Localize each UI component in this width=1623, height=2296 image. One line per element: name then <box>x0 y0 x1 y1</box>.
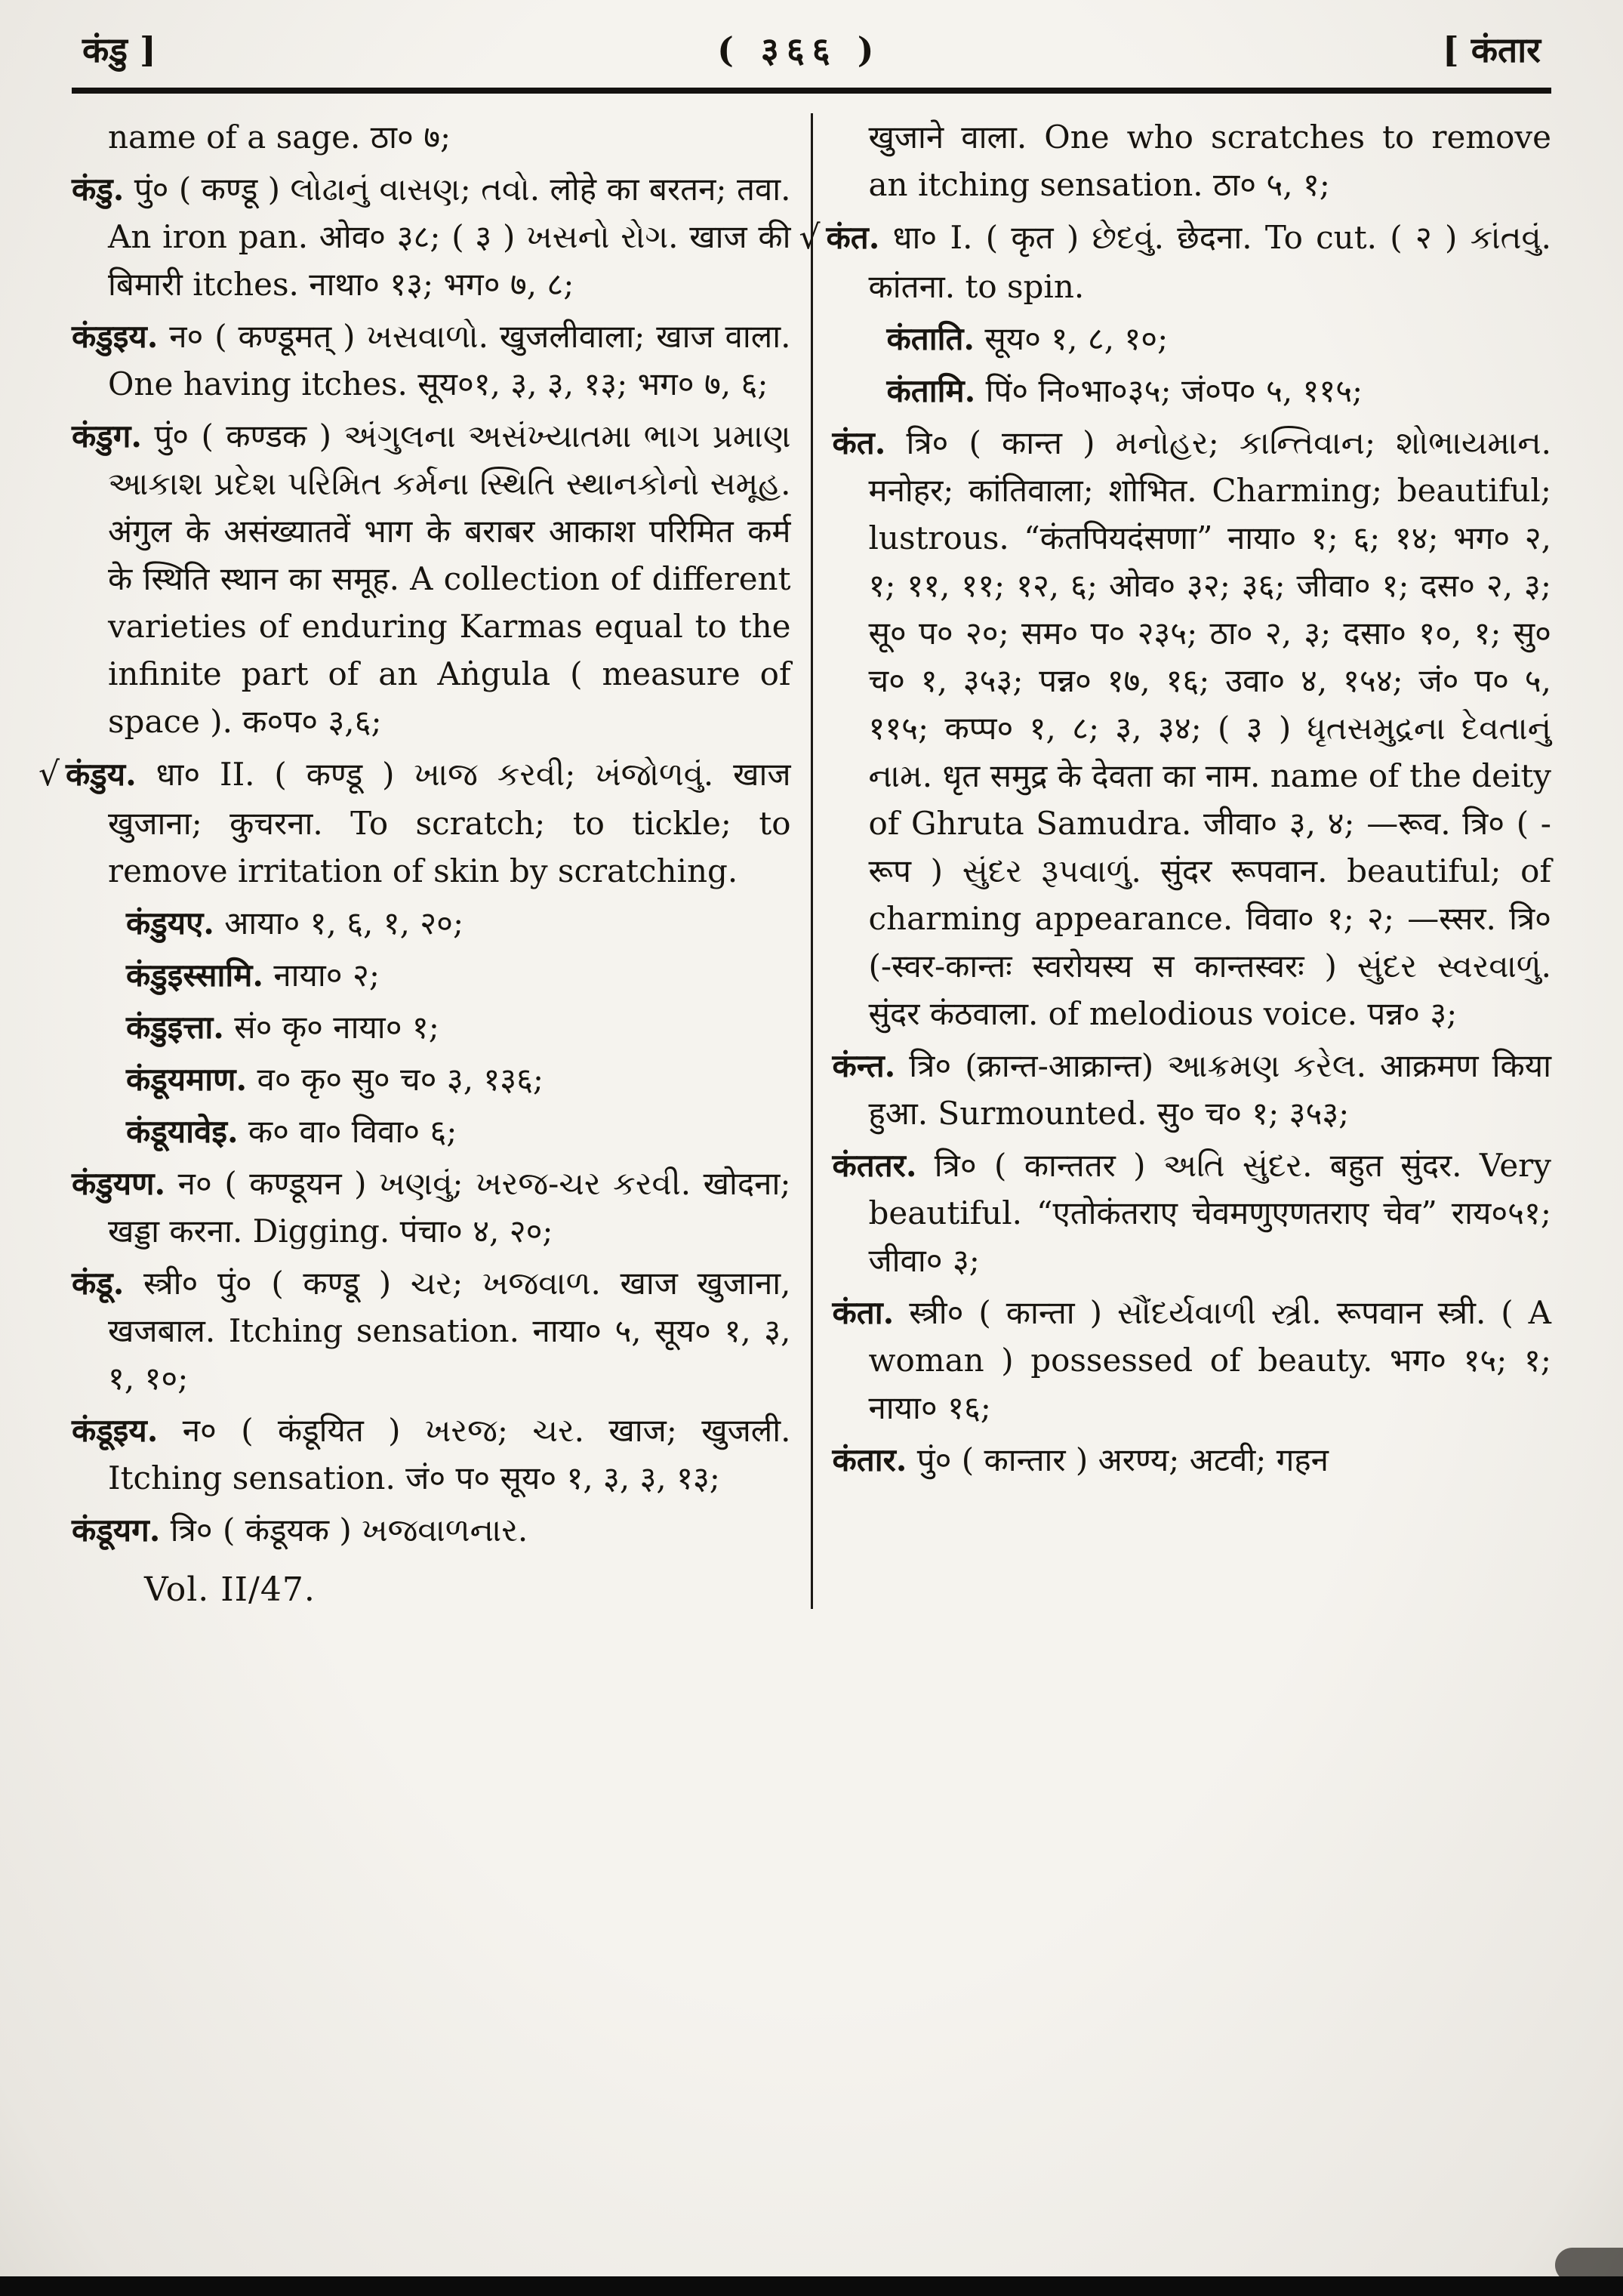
dictionary-entry <box>72 1407 791 1502</box>
column-divider <box>811 113 813 1609</box>
right-column <box>799 113 1552 1609</box>
header-rule <box>72 88 1551 94</box>
entry-body: त्रि० ( कंडूयक ) ખજવાળનાર. <box>170 1512 528 1549</box>
headword: कंडुइय. <box>72 318 159 355</box>
page-header <box>72 26 1551 72</box>
scan-edge <box>0 2276 1623 2296</box>
headword: कंडूयावेइ. <box>126 1113 239 1150</box>
headword: कंतार. <box>832 1441 907 1478</box>
entry-body: क० वा० विवा० ६; <box>248 1113 457 1150</box>
headword: कंडूयमाण. <box>126 1061 248 1098</box>
volume-footer: Vol. II/47. <box>144 1570 316 1609</box>
dictionary-entry <box>833 419 1552 1037</box>
headword: कंडुग. <box>72 418 142 455</box>
dictionary-entry <box>72 1506 791 1554</box>
root-check-icon: √ <box>799 218 821 257</box>
dictionary-entry <box>833 1142 1552 1284</box>
entry-continuation: खुजाने वाला. One who scratches to remove an itching sensation. ठा० ५, १; <box>868 119 1551 203</box>
entry-body: सं० कृ० नाया० १; <box>234 1009 439 1046</box>
headword: कंडू. <box>72 1265 125 1302</box>
dictionary-entry <box>72 412 791 745</box>
sub-entry <box>126 1108 791 1155</box>
headword: कंडुयए. <box>126 905 214 942</box>
headword: कंडूइय. <box>72 1412 159 1449</box>
headword: कंन्त. <box>832 1047 896 1084</box>
dictionary-entry <box>72 313 791 408</box>
headword: कंताति. <box>886 320 975 357</box>
entry-body: न० ( कण्डूयन ) ખણવું; ખરજ-ચર કરવી. खोदना; खड्डा करना. Digging. पंचा० ४, २०; <box>108 1165 791 1250</box>
dictionary-entry <box>38 750 791 895</box>
root-check-icon: √ <box>38 755 60 794</box>
entry-body: न० ( कण्डूमत् ) ખસવાળો. खुजलीवाला; खाज वाला. One having itches. सूय०१, ३, ३, १३; भग० ७, ६; <box>108 318 791 402</box>
sub-entry <box>126 951 791 999</box>
page-number: ( ३६६ ) <box>717 29 882 70</box>
entry-body: पिं० नि०भा०३५; जं०प० ५, ११५; <box>985 372 1363 409</box>
headword: कंता. <box>832 1294 895 1331</box>
entry-body: धा० I. ( कृत ) છેદવું. छेदना. To cut. ( २ ) કાંતવું. कांतना. to spin. <box>868 219 1551 305</box>
dictionary-entry <box>833 1042 1552 1137</box>
dictionary-entry <box>72 1259 791 1402</box>
sub-entry <box>126 1003 791 1051</box>
headword: कंततर. <box>832 1147 917 1184</box>
text-columns <box>38 113 1551 1609</box>
dictionary-entry <box>72 1160 791 1255</box>
sub-entry <box>126 899 791 947</box>
entry-body: त्रि० ( कान्ततर ) અતિ સુંદર. बहुत सुंदर. Very beautiful. “एतोकंतराए चेवमणुएणतराए चेव” राय०५१; जीवा० ३; <box>868 1147 1551 1279</box>
headword: कंडु. <box>72 171 125 208</box>
entry-continuation: name of a sage. ठा० ७; <box>108 119 451 156</box>
entry-body: स्त्री० पुं० ( कण्डू ) ચર; ખજવાળ. खाज खुजाना, खजबाल. Itching sensation. नाया० ५, सूय० १, ३, १, १०; <box>108 1265 791 1397</box>
entry-body: पुं० ( कण्डू ) લોઢાનું વાસણ; તવો. लोहे का बरतन; तवा. An iron pan. ओव० ३८; ( ३ ) ખસનો રોગ. खाज की बिमारी itches. नाथा० १३; भग० ७, ८; <box>108 171 791 303</box>
headword: कंडूयग. <box>72 1512 161 1549</box>
entry-body: पुं० ( कान्तार ) अरण्य; अटवी; गहन <box>916 1441 1329 1478</box>
headword: कंतामि. <box>886 372 976 409</box>
entry-body: त्रि० ( कान्त ) મનોહર; કાન્તિવાન; શોભાયમાન. मनोहर; कांतिवाला; शोभित. Charming; beautiful; lustrous. “कंतपियदंसणा” नाया० १; ६; १४; भग० २, १; ११, ११; १२, ६; ओव० ३२; ३६; जीवा० १; दस० २, ३; सू० प० २०; सम० प० २३५; ठा० २, ३; दसा० १०, १; सु० च० १, ३५३; पन्न० १७, १६; उवा० ४, १५४; जं० प० ५, ११५; कप्प० १, ८; ३, ३४; ( ३ ) ધૃતસમુદ્રના દેવતાનું નામ. धृत समुद्र के देवता का नाम. name of the deity of Ghruta Samudra. जीवा० ३, ४; —रूव. त्रि० ( -रूप ) સુંદર રૂપવાળું. सुंदर रूपवान. beautiful; of charming appearance. विवा० १; २; —स्सर. त्रि० (-स्वर-कान्तः स्वरोयस्य स कान्तस्वरः ) સુંદર સ્વરવાળું. सुंदर कंठवाला. of melodious voice. पन्न० ३; <box>868 424 1551 1032</box>
guide-word-right: [ कंतार <box>1442 29 1541 70</box>
headword: कंत. <box>826 219 880 256</box>
entry-body: सूय० १, ८, १०; <box>984 320 1169 357</box>
sub-entry <box>126 1056 791 1103</box>
sub-entry <box>887 315 1552 362</box>
entry-body: नाया० २; <box>273 957 380 994</box>
entry-body: न० ( कंडूयित ) ખરજ; ચર. खाज; खुजली. Itching sensation. जं० प० सूय० १, ३, ३, १३; <box>108 1412 791 1496</box>
entry-body: पुं० ( कण्डक ) અંગુલના અસંખ્યાતમા ભાગ પ્રમાણ આકાશ પ્રદેશ પરિમિત કર્મના સ્થિતિ સ્થાનકોનો સમૂહ. अंगुल के असंख्यातवें भाग के बराबर आकाश परिमित कर्म के स्थिति स्थान का समूह. A collection of different varieties of enduring Karmas equal to the infinite part of an Aṅgula ( measure of space ). क०प० ३,६; <box>108 418 791 740</box>
entry-body: आया० १, ६, १, २०; <box>224 905 464 942</box>
headword: कंडुइस्सामि. <box>126 957 263 994</box>
sub-entry <box>887 367 1552 415</box>
headword: कंडुयण. <box>72 1165 166 1202</box>
entry-body: त्रि० (क्रान्त-आक्रान्त) આક્રમણ કરેલ. आक्रमण किया हुआ. Surmounted. सु० च० १; ३५३; <box>868 1047 1551 1132</box>
left-column <box>38 113 791 1609</box>
dictionary-entry <box>799 213 1552 310</box>
headword: कंडुय. <box>66 756 137 793</box>
entry-body: धा० II. ( कण्डू ) ખાજ કરવી; ખંજોળવું. खाज खुजाना; कुचरना. To scratch; to tickle; to remove irritation of skin by scratching. <box>108 756 791 889</box>
dictionary-entry <box>833 1436 1552 1484</box>
entry-body: व० कृ० सु० च० ३, १३६; <box>257 1061 544 1098</box>
entry-body: स्त्री० ( कान्ता ) સૌંદર્યવાળી સ્ત્રી. रूपवान स्त्री. ( A woman ) possessed of beauty. भग० १५; १; नाया० १६; <box>868 1294 1551 1426</box>
dictionary-entry <box>833 1289 1552 1432</box>
dictionary-entry <box>72 165 791 308</box>
headword: कंत. <box>832 424 886 461</box>
headword: कंडुइत्ता. <box>126 1009 224 1046</box>
guide-word-left: कंडु ] <box>82 29 156 70</box>
